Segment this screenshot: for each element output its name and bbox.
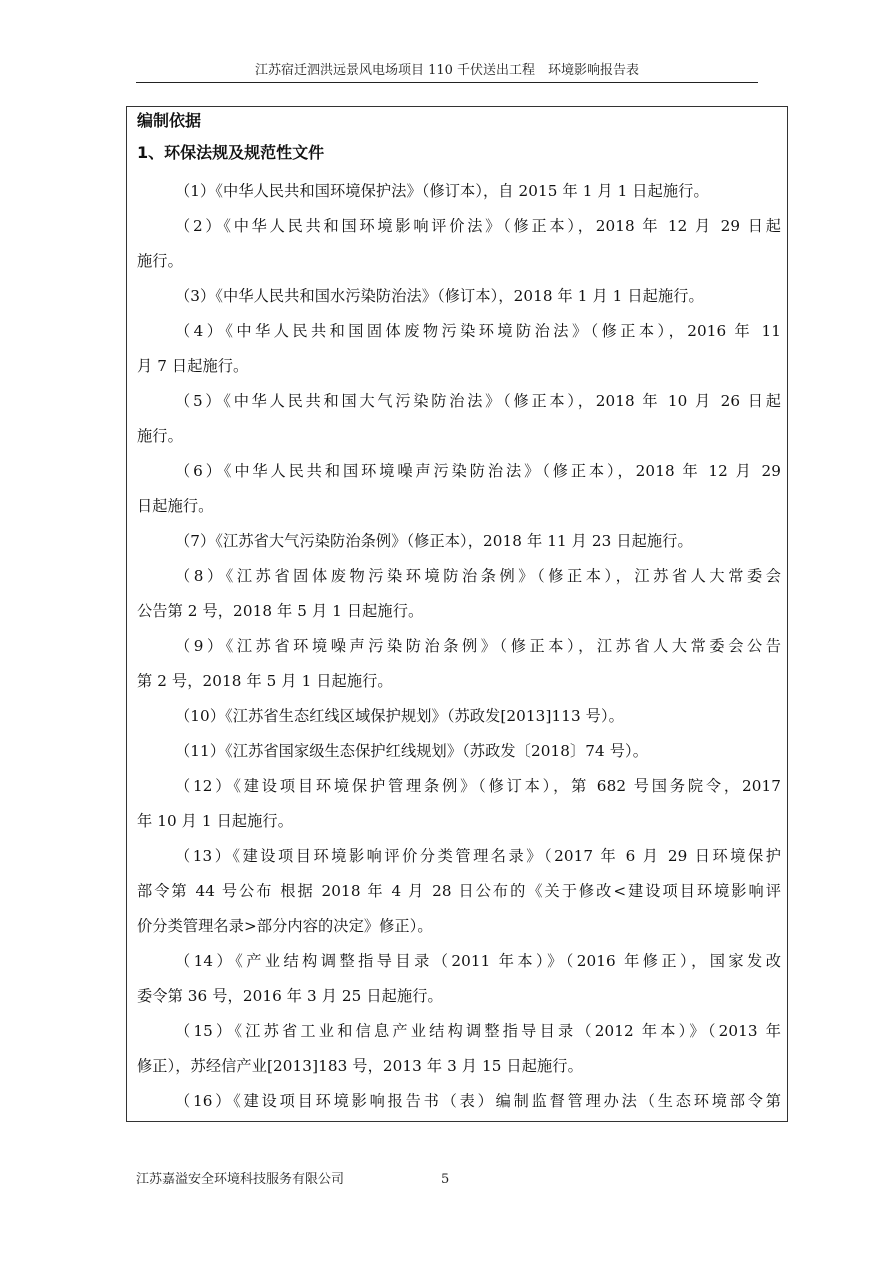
text-line: 部令第 44 号公布 根据 2018 年 4 月 28 日公布的《关于修改<建设项目环境影响评 xyxy=(137,882,781,900)
text-line: 日起施行。 xyxy=(137,497,214,515)
text-line: （8）《江苏省固体废物污染环境防治条例》（修正本），江苏省人大常委会 xyxy=(175,567,781,585)
text-line: 施行。 xyxy=(137,252,183,270)
text-line: （4）《中华人民共和国固体废物污染环境防治法》（修正本），2016 年 11 xyxy=(175,322,781,340)
text-line: （12）《建设项目环境保护管理条例》（修订本），第 682 号国务院令，2017 xyxy=(175,777,781,795)
text-line: 委令第 36 号，2016 年 3 月 25 日起施行。 xyxy=(137,987,443,1005)
text-line: （13）《建设项目环境影响评价分类管理名录》（2017 年 6 月 29 日环境保护 xyxy=(175,847,781,865)
text-line: 第 2 号，2018 年 5 月 1 日起施行。 xyxy=(137,672,393,690)
section-subheading: 1、环保法规及规范性文件 xyxy=(137,143,325,162)
text-line: 公告第 2 号，2018 年 5 月 1 日起施行。 xyxy=(137,602,424,620)
text-line: （1）《中华人民共和国环境保护法》（修订本），自 2015 年 1 月 1 日起施行。 xyxy=(175,182,709,200)
text-line: 价分类管理名录>部分内容的决定》修正）。 xyxy=(137,917,433,935)
page-number: 5 xyxy=(441,1172,450,1187)
text-line: （14）《产业结构调整指导目录（2011 年本）》（2016 年修正），国家发改 xyxy=(175,952,781,970)
text-line: （11）《江苏省国家级生态保护红线规划》（苏政发〔2018〕74 号）。 xyxy=(175,742,648,760)
text-line: （6）《中华人民共和国环境噪声污染防治法》（修正本），2018 年 12 月 29 xyxy=(175,462,781,480)
text-line: （15）《江苏省工业和信息产业结构调整指导目录（2012 年本）》（2013 年 xyxy=(175,1022,781,1040)
text-line: 施行。 xyxy=(137,427,183,445)
page-header-title: 江苏宿迁泗洪远景风电场项目 110 千伏送出工程 环境影响报告表 xyxy=(254,63,640,78)
text-line: 月 7 日起施行。 xyxy=(137,357,249,375)
text-line: （2）《中华人民共和国环境影响评价法》（修正本），2018 年 12 月 29 日起 xyxy=(175,217,781,235)
text-line: （7）《江苏省大气污染防治条例》（修正本），2018 年 11 月 23 日起施行。 xyxy=(175,532,693,550)
text-line: （16）《建设项目环境影响报告书（表）编制监督管理办法（生态环境部令第 xyxy=(175,1092,781,1110)
text-line: 年 10 月 1 日起施行。 xyxy=(137,812,294,830)
text-line: 修正），苏经信产业[2013]183 号，2013 年 3 月 15 日起施行。 xyxy=(137,1057,583,1075)
text-line: （10）《江苏省生态红线区域保护规划》（苏政发[2013]113 号）。 xyxy=(175,707,624,725)
section-heading: 编制依据 xyxy=(137,111,202,130)
header-divider xyxy=(136,82,758,83)
text-line: （9）《江苏省环境噪声污染防治条例》（修正本），江苏省人大常委会公告 xyxy=(175,637,781,655)
footer-company: 江苏嘉溢安全环境科技服务有限公司 xyxy=(136,1172,345,1187)
content-box xyxy=(126,106,788,1122)
text-line: （5）《中华人民共和国大气污染防治法》（修正本），2018 年 10 月 26 日起 xyxy=(175,392,781,410)
content-body xyxy=(137,107,781,1119)
text-line: （3）《中华人民共和国水污染防治法》（修订本），2018 年 1 月 1 日起施行。 xyxy=(175,287,704,305)
